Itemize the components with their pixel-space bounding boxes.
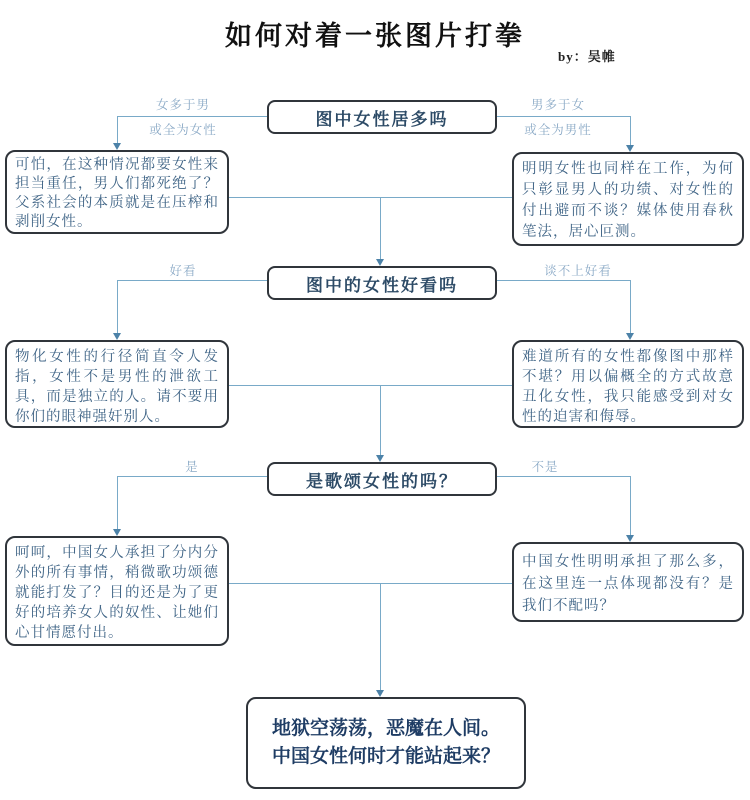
branch-label: 女多于男 (155, 97, 210, 112)
conclusion-box (246, 697, 526, 789)
decision-node-1: 图中女性居多吗 (267, 100, 497, 134)
branch-label: 好看 (169, 263, 197, 278)
response-box-left-1: 可怕，在这种情况都要女性来担当重任，男人们都死绝了？父系社会的本质就是在压榨和剥削女性。 (5, 150, 229, 234)
response-box-left-2: 物化女性的行径简直令人发指，女性不是男性的泄欲工具，而是独立的人。请不要用你们的眼神强奸别人。 (5, 340, 229, 428)
flow-line (493, 116, 630, 117)
flow-line (380, 583, 381, 691)
flow-line (630, 280, 631, 334)
flow-line (117, 116, 118, 146)
response-box-right-1: 明明女性也同样在工作，为何只彰显男人的功绩、对女性的付出避而不谈？媒体使用春秋笔法，居心叵测。 (512, 152, 744, 246)
flow-line (630, 116, 631, 148)
arrow-down-icon (113, 143, 121, 150)
conclusion-line-1: 地狱空荡荡，恶魔在人间。 (271, 718, 500, 739)
flow-line (117, 116, 267, 117)
arrow-down-icon (626, 145, 634, 152)
branch-label: 男多于女 (530, 97, 585, 112)
branch-label: 是 (185, 459, 199, 474)
flow-line (117, 280, 267, 281)
flow-line (229, 197, 512, 198)
branch-label: 或全为女性 (149, 122, 217, 137)
branch-label: 或全为男性 (524, 122, 592, 137)
decision-node-2: 图中的女性好看吗 (267, 266, 497, 300)
decision-node-3: 是歌颂女性的吗？ (267, 462, 497, 496)
conclusion-line-2: 中国女性何时才能站起来？ (271, 746, 500, 767)
response-box-left-3: 呵呵，中国女人承担了分内分外的所有事情，稍微歌功颂德就能打发了？目的还是为了更好的培养女人的奴性、让她们心甘情愿付出。 (5, 536, 229, 646)
flow-line (117, 476, 267, 477)
arrow-down-icon (376, 259, 384, 266)
arrow-down-icon (376, 690, 384, 697)
arrow-down-icon (626, 333, 634, 340)
response-box-right-3: 中国女性明明承担了那么多，在这里连一点体现都没有？是我们不配吗？ (512, 542, 744, 622)
flow-line (380, 197, 381, 260)
arrow-down-icon (113, 529, 121, 536)
arrow-down-icon (626, 535, 634, 542)
branch-label: 谈不上好看 (544, 263, 612, 278)
flow-line (493, 280, 630, 281)
arrow-down-icon (376, 455, 384, 462)
flow-line (229, 583, 512, 584)
flow-line (380, 385, 381, 456)
arrow-down-icon (113, 333, 121, 340)
author-byline: by：吴帷 (558, 49, 616, 64)
branch-label: 不是 (531, 459, 559, 474)
flow-line (117, 476, 118, 530)
flow-line (630, 476, 631, 536)
flow-line (229, 385, 512, 386)
page-title: 如何对着一张图片打拳 (225, 21, 525, 51)
response-box-right-2: 难道所有的女性都像图中那样不堪？用以偏概全的方式故意丑化女性，我只能感受到对女性的迫害和侮辱。 (512, 340, 744, 428)
flow-line (117, 280, 118, 334)
flow-line (493, 476, 630, 477)
